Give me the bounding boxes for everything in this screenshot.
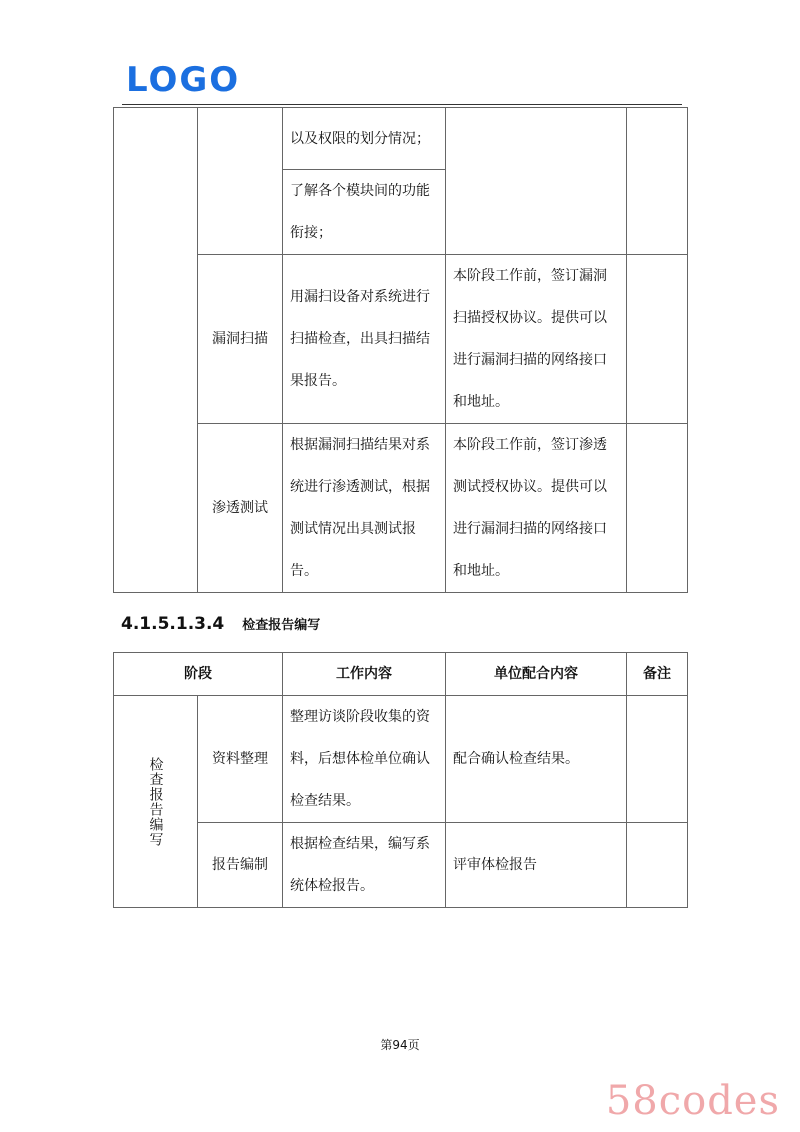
logo: LOGO	[126, 60, 241, 100]
group-cell	[114, 108, 198, 593]
remark-cell	[627, 696, 688, 823]
section-heading	[121, 614, 320, 644]
section-title: 检查报告编写	[242, 618, 321, 633]
stage-cell: 渗透测试	[198, 424, 283, 593]
table-row	[114, 255, 688, 424]
cooperation-cell: 本阶段工作前，签订漏洞扫描授权协议。提供可以进行漏洞扫描的网络接口和地址。	[446, 255, 627, 424]
table-row	[114, 696, 688, 823]
stage-cell: 报告编制	[198, 823, 283, 908]
cooperation-cell: 本阶段工作前，签订渗透测试授权协议。提供可以进行漏洞扫描的网络接口和地址。	[446, 424, 627, 593]
content-cell: 了解各个模块间的功能衔接；	[283, 170, 446, 255]
header-cooperation: 单位配合内容	[446, 653, 627, 696]
content-cell: 用漏扫设备对系统进行扫描检查，出具扫描结果报告。	[283, 255, 446, 424]
continuation-table	[113, 107, 688, 593]
content-cell: 根据漏洞扫描结果对系统进行渗透测试，根据测试情况出具测试报告。	[283, 424, 446, 593]
group-cell	[114, 696, 198, 908]
remark-cell	[627, 823, 688, 908]
table-row	[114, 424, 688, 593]
table-row	[114, 823, 688, 908]
table-row	[114, 108, 688, 170]
content-cell: 整理访谈阶段收集的资料，后想体检单位确认检查结果。	[283, 696, 446, 823]
header-remark: 备注	[627, 653, 688, 696]
section-number: 4.1.5.1.3.4	[121, 614, 225, 634]
cooperation-cell	[446, 108, 627, 255]
cooperation-cell: 配合确认检查结果。	[446, 696, 627, 823]
remark-cell	[627, 424, 688, 593]
group-label: 检查报告编写	[147, 756, 164, 847]
page-number: 第94页	[380, 1038, 420, 1052]
report-table	[113, 652, 688, 908]
header-divider	[122, 104, 682, 105]
watermark: 58codes	[605, 1078, 780, 1124]
remark-cell	[627, 255, 688, 424]
stage-cell: 漏洞扫描	[198, 255, 283, 424]
content-cell: 根据检查结果，编写系统体检报告。	[283, 823, 446, 908]
header-content: 工作内容	[283, 653, 446, 696]
content-cell: 以及权限的划分情况；	[283, 108, 446, 170]
stage-cell: 资料整理	[198, 696, 283, 823]
table-header-row	[114, 653, 688, 696]
header-stage: 阶段	[114, 653, 283, 696]
cooperation-cell: 评审体检报告	[446, 823, 627, 908]
remark-cell	[627, 108, 688, 255]
stage-cell	[198, 108, 283, 255]
